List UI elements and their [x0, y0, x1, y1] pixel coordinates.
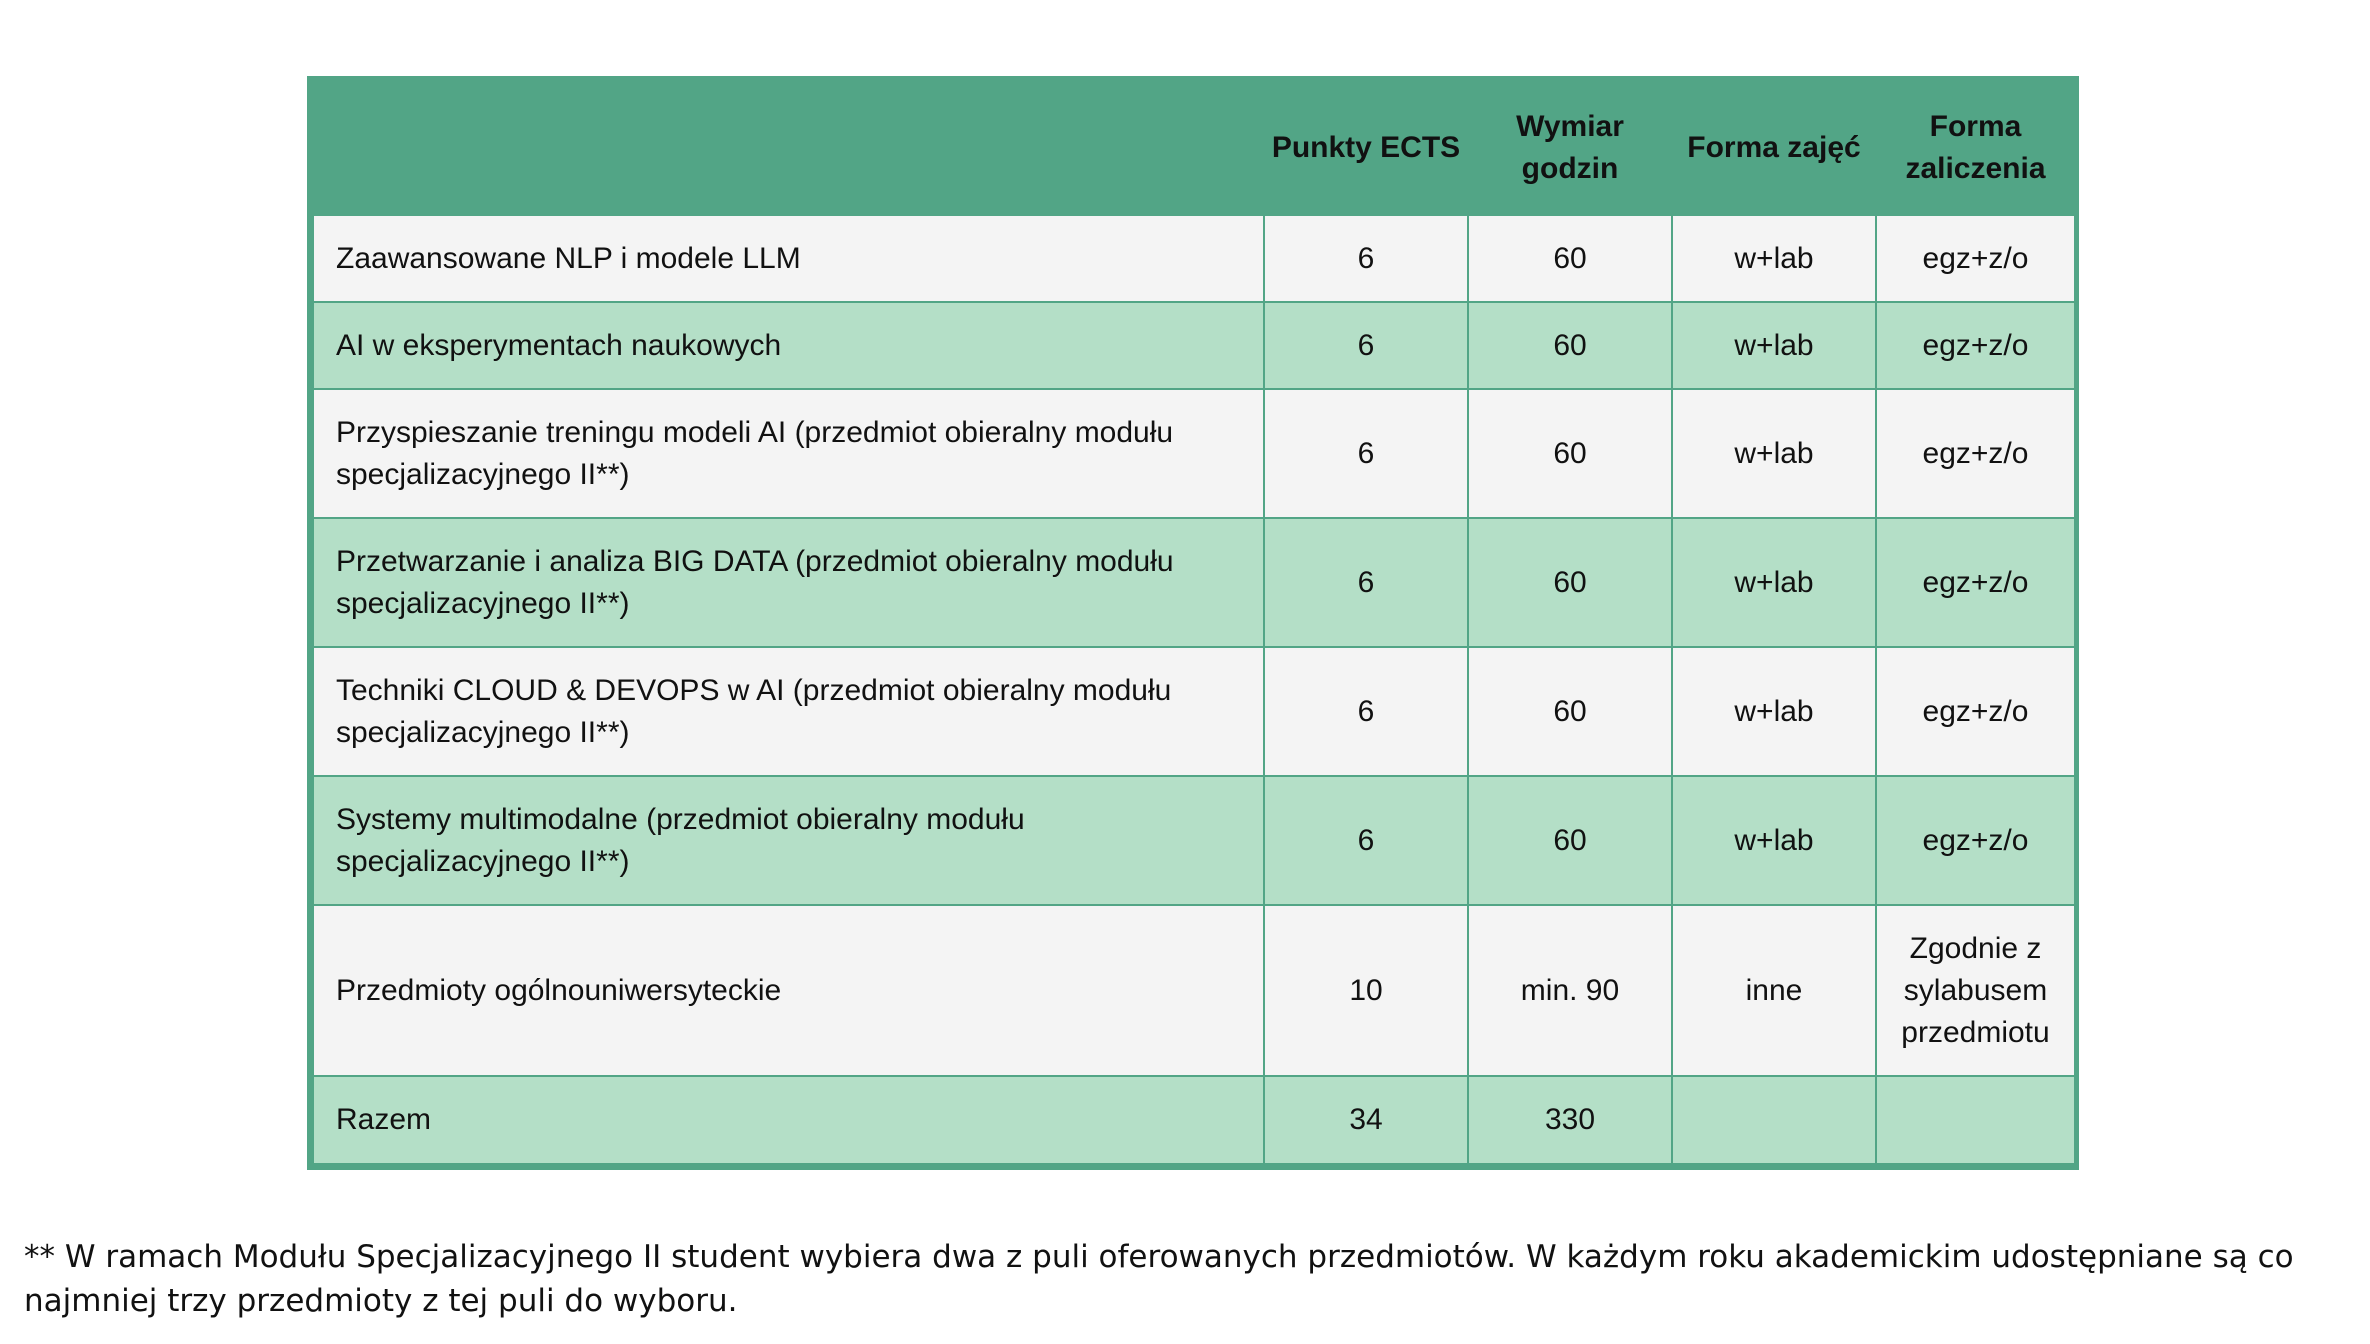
total-label-cell: Razem — [313, 1076, 1264, 1164]
hours-cell: 60 — [1468, 518, 1672, 647]
assessment-form-cell: egz+z/o — [1876, 518, 2075, 647]
table-row — [313, 905, 2075, 1076]
table-row — [313, 518, 2075, 647]
hours-cell: 60 — [1468, 215, 1672, 302]
ects-cell: 6 — [1264, 215, 1468, 302]
courses-table — [312, 81, 2076, 1165]
course-name-cell: Przyspieszanie treningu modeli AI (przedmiot obieralny modułu specjalizacyjnego II**) — [313, 389, 1264, 518]
course-name-cell: Zaawansowane NLP i modele LLM — [313, 215, 1264, 302]
table-row-total — [313, 1076, 2075, 1164]
table-row — [313, 302, 2075, 389]
footnote-text: ** W ramach Modułu Specjalizacyjnego II student wybiera dwa z puli oferowanych przedmiotów. W każdym roku akademickim udostępniane są co najmniej trzy przedmioty z tej puli do wyboru. — [24, 1239, 2294, 1319]
course-name-cell: Przedmioty ogólnouniwersyteckie — [313, 905, 1264, 1076]
assessment-form-cell: egz+z/o — [1876, 302, 2075, 389]
class-form-cell: w+lab — [1672, 302, 1876, 389]
ects-cell: 6 — [1264, 302, 1468, 389]
total-ects-cell: 34 — [1264, 1076, 1468, 1164]
class-form-cell: w+lab — [1672, 776, 1876, 905]
ects-cell: 6 — [1264, 776, 1468, 905]
class-form-cell: w+lab — [1672, 215, 1876, 302]
header-ects: Punkty ECTS — [1264, 81, 1468, 215]
course-name-cell: Przetwarzanie i analiza BIG DATA (przedmiot obieralny modułu specjalizacyjnego II**) — [313, 518, 1264, 647]
courses-table-container — [307, 76, 2079, 1170]
course-name-cell: AI w eksperymentach naukowych — [313, 302, 1264, 389]
hours-cell: min. 90 — [1468, 905, 1672, 1076]
course-name-cell: Techniki CLOUD & DEVOPS w AI (przedmiot obieralny modułu specjalizacyjnego II**) — [313, 647, 1264, 776]
class-form-cell: w+lab — [1672, 647, 1876, 776]
hours-cell: 60 — [1468, 302, 1672, 389]
header-assessment-form: Forma zaliczenia — [1876, 81, 2075, 215]
class-form-cell: inne — [1672, 905, 1876, 1076]
ects-cell: 10 — [1264, 905, 1468, 1076]
assessment-form-cell: Zgodnie z sylabusem przedmiotu — [1876, 905, 2075, 1076]
assessment-form-cell: egz+z/o — [1876, 389, 2075, 518]
assessment-form-cell: egz+z/o — [1876, 647, 2075, 776]
table-row — [313, 647, 2075, 776]
header-course-name — [313, 81, 1264, 215]
class-form-cell: w+lab — [1672, 518, 1876, 647]
total-assessment-form-cell — [1876, 1076, 2075, 1164]
total-class-form-cell — [1672, 1076, 1876, 1164]
table-row — [313, 389, 2075, 518]
class-form-cell: w+lab — [1672, 389, 1876, 518]
hours-cell: 60 — [1468, 776, 1672, 905]
ects-cell: 6 — [1264, 389, 1468, 518]
table-header-row — [313, 81, 2075, 215]
table-row — [313, 776, 2075, 905]
assessment-form-cell: egz+z/o — [1876, 215, 2075, 302]
header-class-form: Forma zajęć — [1672, 81, 1876, 215]
course-name-cell: Systemy multimodalne (przedmiot obieralny modułu specjalizacyjnego II**) — [313, 776, 1264, 905]
table-row — [313, 215, 2075, 302]
header-hours: Wymiar godzin — [1468, 81, 1672, 215]
hours-cell: 60 — [1468, 389, 1672, 518]
assessment-form-cell: egz+z/o — [1876, 776, 2075, 905]
hours-cell: 60 — [1468, 647, 1672, 776]
ects-cell: 6 — [1264, 647, 1468, 776]
total-hours-cell: 330 — [1468, 1076, 1672, 1164]
ects-cell: 6 — [1264, 518, 1468, 647]
